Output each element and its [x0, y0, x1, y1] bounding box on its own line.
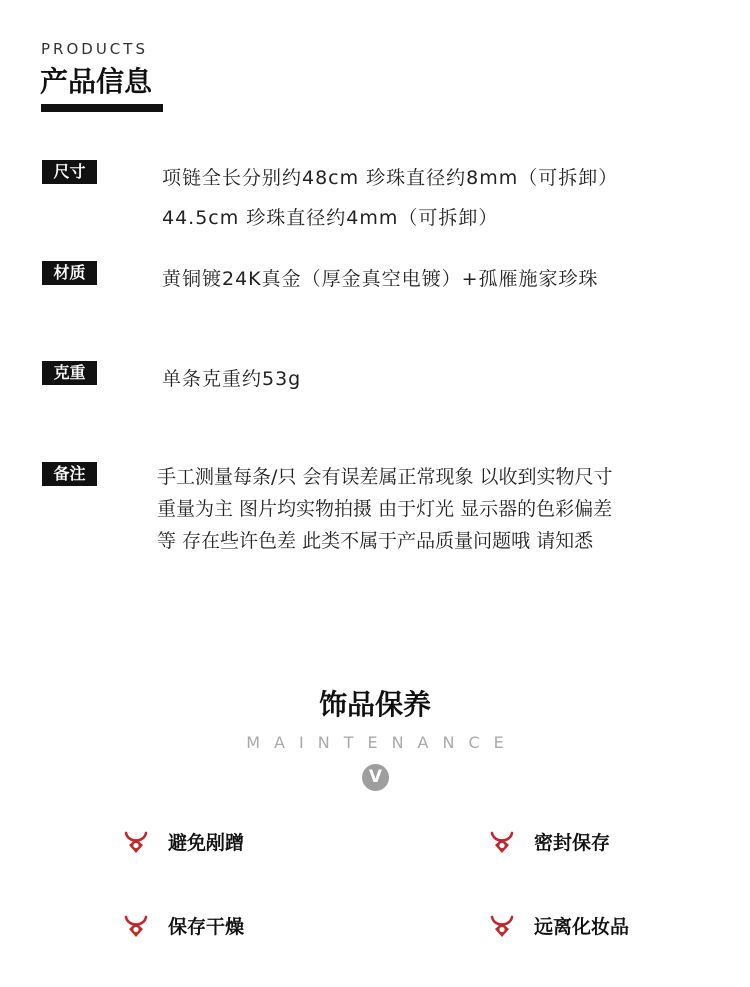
care-item-label: 密封保存 — [534, 832, 611, 854]
tag-weight: 克重 — [42, 361, 97, 385]
size-line-2: 44.5cm 珍珠直径约4mm（可拆卸） — [162, 207, 499, 229]
necklace-icon — [124, 914, 148, 938]
note-text — [157, 461, 717, 557]
care-item-label: 远离化妆品 — [534, 916, 630, 938]
size-line-1: 项链全长分别约48cm 珍珠直径约8mm（可拆卸） — [162, 167, 619, 189]
necklace-icon — [124, 830, 148, 854]
care-item-keep-dry — [124, 912, 244, 939]
products-eyebrow: PRODUCTS — [41, 40, 148, 58]
tag-size: 尺寸 — [42, 160, 97, 184]
material-line: 黄铜镀24K真金（厚金真空电镀）+孤雁施家珍珠 — [162, 268, 599, 290]
note-line-1: 手工测量每条/只 会有误差属正常现象 以收到实物尺寸 — [157, 466, 613, 488]
tag-material: 材质 — [42, 261, 97, 285]
care-subtitle: MAINTENANCE — [246, 733, 518, 752]
weight-line: 单条克重约53g — [162, 368, 302, 390]
v-badge-icon: V — [362, 764, 389, 791]
necklace-icon — [490, 830, 514, 854]
title-underline — [41, 104, 163, 112]
tag-note: 备注 — [42, 462, 97, 486]
care-item-label: 避免剐蹭 — [168, 832, 245, 854]
care-item-away-from-cosmetics — [490, 912, 629, 939]
note-line-2: 重量为主 图片均实物拍摄 由于灯光 显示器的色彩偏差 — [157, 498, 613, 520]
care-item-sealed-storage — [490, 828, 610, 855]
page-title: 产品信息 — [40, 65, 153, 98]
necklace-icon — [490, 914, 514, 938]
care-item-label: 保存干燥 — [168, 916, 245, 938]
care-title: 饰品保养 — [318, 688, 431, 721]
note-line-3: 等 存在些许色差 此类不属于产品质量问题哦 请知悉 — [157, 530, 594, 552]
care-item-avoid-scratch — [124, 828, 244, 855]
